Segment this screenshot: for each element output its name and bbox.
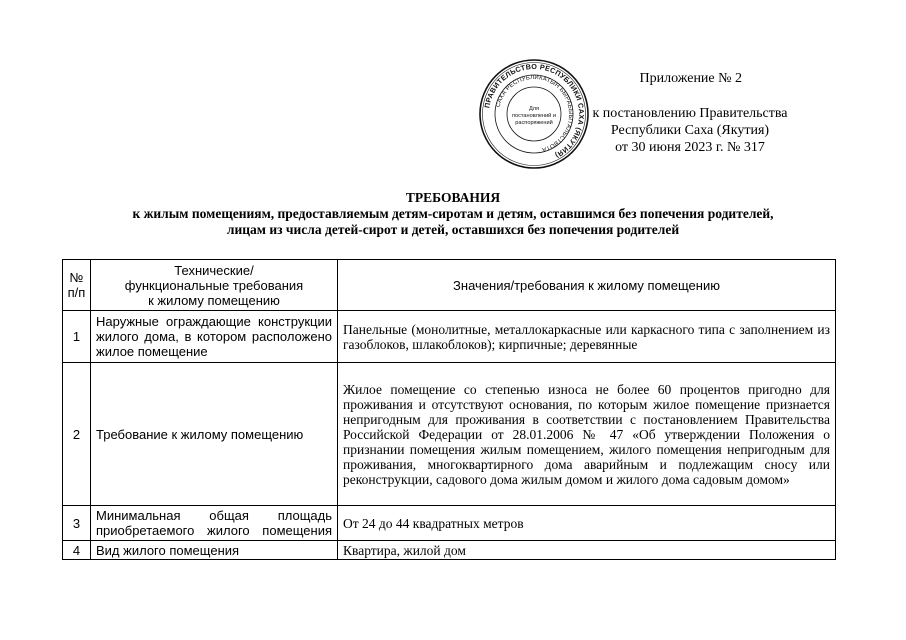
header-values: Значения/требования к жилому помещению [338,260,836,311]
appendix-header [580,70,800,156]
requirements-table [62,259,836,560]
header-requirement [91,260,338,311]
header-num [63,260,91,311]
table-row [63,311,836,363]
row-number: 2 [63,363,91,506]
table-row [63,506,836,541]
row-number: 4 [63,541,91,560]
seal-center-line-3: распоряжений [515,120,553,126]
appendix-number: Приложение № 2 [639,71,742,86]
row-requirement: Наружные ограждающие конструкции жилого дома, в котором расположено жилое помещение [91,311,338,363]
header-tech-line-2: функциональные требования [124,277,304,293]
title-line-2: к жилым помещениям, предоставляемым детям-сиротам и детям, оставшимся без попечения родителей, [132,206,774,221]
seal-inner-text: САХА РЕСПУБЛИКАТЫН БЫРАБЫЫТАЛЬСТВОТА [495,74,574,153]
official-seal [478,58,590,170]
table-row [63,541,836,560]
row-number: 1 [63,311,91,363]
title-line-1: ТРЕБОВАНИЯ [405,190,501,205]
row-requirement: Вид жилого помещения [91,541,338,560]
table-row [63,363,836,506]
row-number: 3 [63,506,91,541]
seal-outer-text: ПРАВИТЕЛЬСТВО РЕСПУБЛИКИ САХА (ЯКУТИЯ) [482,61,587,161]
row-value: Жилое помещение со степенью износа не более 60 процентов пригодно для проживания и отсутствуют основания, по которым жилое помещение признается непригодным для проживания в соответствии с постановлением Правительства Российской Федерации от 28.01.2006 № 47 «Об утверждении Положения о признании помещения жилым помещением, жилого помещения непригодным для проживания, многоквартирного дома аварийным и подлежащим сносу или реконструкции, садового дома жилым домом и жилого дома садовым домом» [338,363,836,506]
row-value: Панельные (монолитные, металлокаркасные или каркасного типа с заполнением из газоблоков, шлакоблоков); кирпичные; деревянные [338,311,836,363]
seal-center-line-1: Для [528,106,540,112]
header-num-line-2: п/п [67,285,86,300]
header-tech-line-3: к жилому помещению [148,292,280,308]
header-tech-line-1: Технические/ [174,262,254,278]
header-num-line-1: № [69,270,84,285]
row-requirement: Требование к жилому помещению [91,363,338,506]
title-line-3: лицам из числа детей-сирот и детей, оставшихся без попечения родителей [226,222,680,237]
row-value: От 24 до 44 квадратных метров [338,506,836,541]
table-header-row [63,260,836,311]
appendix-line-2: Республики Саха (Якутия) [610,123,770,138]
appendix-line-1: к постановлению Правительства [592,106,788,121]
row-value: Квартира, жилой дом [338,541,836,560]
row-requirement: Минимальная общая площадь приобретаемого жилого помещения [91,506,338,541]
seal-center-line-2: постановлений и [512,113,556,119]
appendix-line-3: от 30 июня 2023 г. № 317 [615,140,765,155]
document-title [60,190,846,238]
